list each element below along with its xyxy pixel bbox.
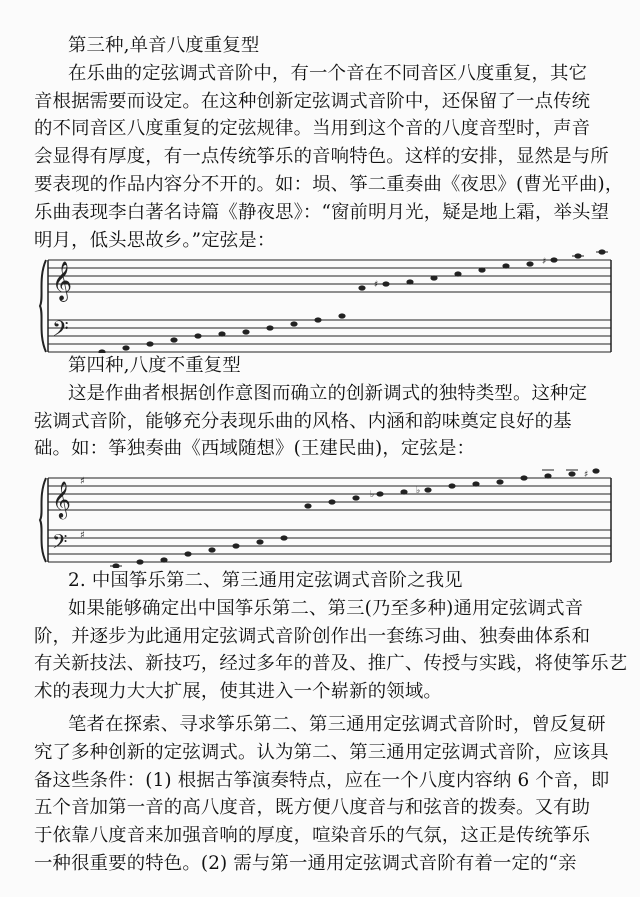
svg-text:♯: ♯ [80, 530, 85, 541]
para-2-line-1: 笔者在探索、寻求筝乐第二、第三通用定弦调式音阶时，曾反复研 [68, 713, 606, 735]
section-main-heading: 2. 中国筝乐第二、第三通用定弦调式音阶之我见 [68, 570, 463, 591]
para-2-line-4: 五个音加第一音的高八度音，既方便八度音与和弦音的拨奏。又有助 [34, 797, 591, 819]
section-4-line-3: 础。如：筝独奏曲《西域随想》(王建民曲)，定弦是： [34, 438, 476, 460]
para-1-line-3: 有关新技法、新技巧，经过多年的普及、推广、传授与实践，将使筝乐艺 [34, 653, 628, 675]
section-3-line-5: 要表现的作品内容分不开的。如：埙、筝二重奏曲《夜思》(曹光平曲)， [34, 173, 624, 195]
svg-text:♭: ♭ [370, 490, 375, 500]
svg-text:♭: ♭ [416, 486, 421, 496]
grand-staff-key-icon [36, 468, 616, 568]
svg-text:♯: ♯ [80, 476, 85, 487]
section-3-line-3: 的不同音区八度重复的定弦规律。当用到这个音的八度音型时，声音 [34, 118, 591, 140]
svg-text:𝄢: 𝄢 [52, 530, 68, 558]
section-3-line-4: 会显得有厚度，有一点传统筝乐的音响特色。这样的安排，显然是与所 [34, 146, 609, 168]
svg-text:♯: ♯ [374, 280, 379, 290]
grand-staff-icon [36, 248, 616, 353]
section-4 [34, 352, 620, 463]
svg-text:𝄢: 𝄢 [52, 317, 69, 347]
section-4-heading: 第四种,八度不重复型 [68, 355, 241, 376]
section-3-heading: 第三种,单音八度重复型 [68, 35, 260, 56]
music-score-1 [36, 248, 616, 353]
svg-text:𝄞: 𝄞 [52, 261, 73, 301]
section-main [34, 567, 628, 878]
section-4-line-1: 这是作曲者根据创作意图而确立的创新调式的独特类型。这种定 [68, 382, 588, 404]
para-2-line-6: 一种很重要的特色。(2) 需与第一通用定弦调式音阶有着一定的“亲 [34, 852, 577, 874]
section-3 [34, 32, 624, 254]
para-1-line-4: 术的表现力大大扩展，使其进入一个崭新的领域。 [34, 681, 442, 703]
section-3-line-7: 明月，低头思故乡。”定弦是： [34, 229, 276, 251]
para-1-line-1: 如果能够确定出中国筝乐第二、第三(乃至多种)通用定弦调式音 [68, 597, 584, 619]
section-3-line-1: 在乐曲的定弦调式音阶中，有一个音在不同音区八度重复，其它 [68, 62, 588, 84]
svg-text:♯: ♯ [584, 470, 589, 480]
music-score-2 [36, 468, 616, 568]
section-3-line-6: 乐曲表现李白著名诗篇《静夜思》：“窗前明月光，疑是地上霜，举头望 [34, 201, 610, 223]
svg-text:𝄞: 𝄞 [52, 480, 71, 518]
para-2-line-5: 于依靠八度音来加强音响的厚度，喧染音乐的气氛，这正是传统筝乐 [34, 825, 591, 847]
svg-text:♯: ♯ [542, 257, 547, 267]
section-4-line-2: 弦调式音阶，能够充分表现乐曲的风格、内涵和韵味奠定良好的基 [34, 410, 572, 432]
para-1-line-2: 阶，并逐步为此通用定弦调式音阶创作出一套练习曲、独奏曲体系和 [34, 625, 591, 647]
section-3-line-2: 音根据需要而设定。在这种创新定弦调式音阶中，还保留了一点传统 [34, 90, 591, 112]
para-2-line-3: 备这些条件：(1) 根据古筝演奏特点，应在一个八度内容纳 6 个音，即 [34, 769, 610, 791]
para-2-line-2: 究了多种创新的定弦调式。认为第二、第三通用定弦调式音阶，应该具 [34, 741, 609, 763]
